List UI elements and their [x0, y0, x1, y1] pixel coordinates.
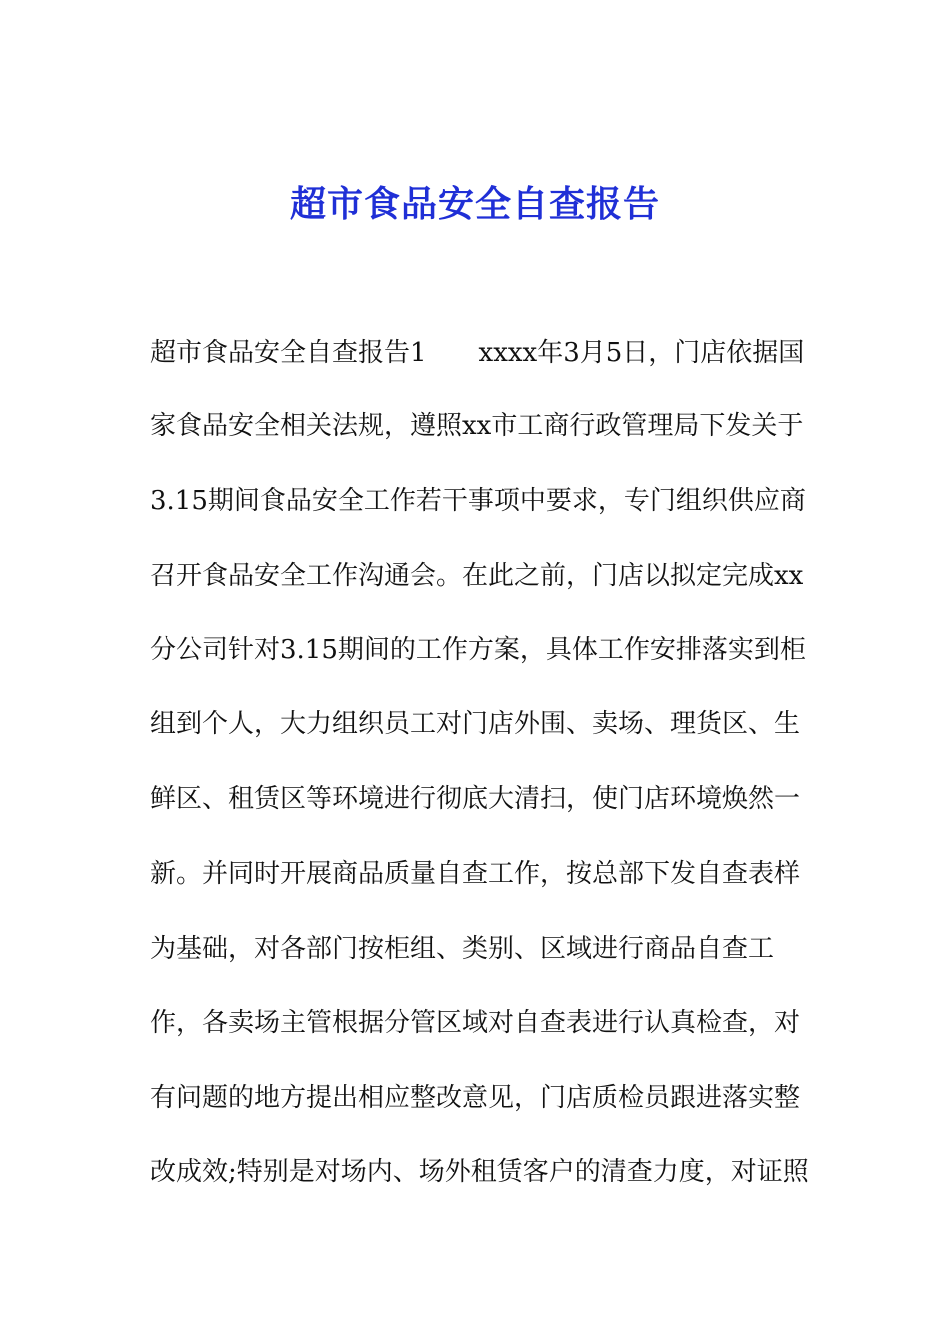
document-title: 超市食品安全自查报告	[289, 183, 660, 225]
body-line: 家食品安全相关法规，遵照xx市工商行政管理局下发关于	[150, 411, 804, 441]
body-line: 超市食品安全自查报告1 xxxx年3月5日，门店依据国	[150, 338, 805, 368]
body-line: 作，各卖场主管根据分管区域对自查表进行认真检查，对	[150, 1008, 801, 1038]
body-line: 分公司针对3.15期间的工作方案，具体工作安排落实到柜	[150, 635, 806, 665]
body-line: 为基础，对各部门按柜组、类别、区域进行商品自查工	[150, 934, 775, 964]
body-line: 新。并同时开展商品质量自查工作，按总部下发自查表样	[150, 859, 801, 889]
body-line: 鲜区、租赁区等环境进行彻底大清扫，使门店环境焕然一	[150, 784, 801, 814]
body-line: 改成效;特别是对场内、场外租赁客户的清查力度，对证照	[150, 1157, 809, 1187]
body-line: 3.15期间食品安全工作若干事项中要求，专门组织供应商	[150, 486, 806, 516]
body-line: 有问题的地方提出相应整改意见，门店质检员跟进落实整	[150, 1083, 801, 1113]
body-line: 组到个人，大力组织员工对门店外围、卖场、理货区、生	[150, 709, 801, 739]
body-line: 召开食品安全工作沟通会。在此之前，门店以拟定完成xx	[150, 561, 804, 591]
